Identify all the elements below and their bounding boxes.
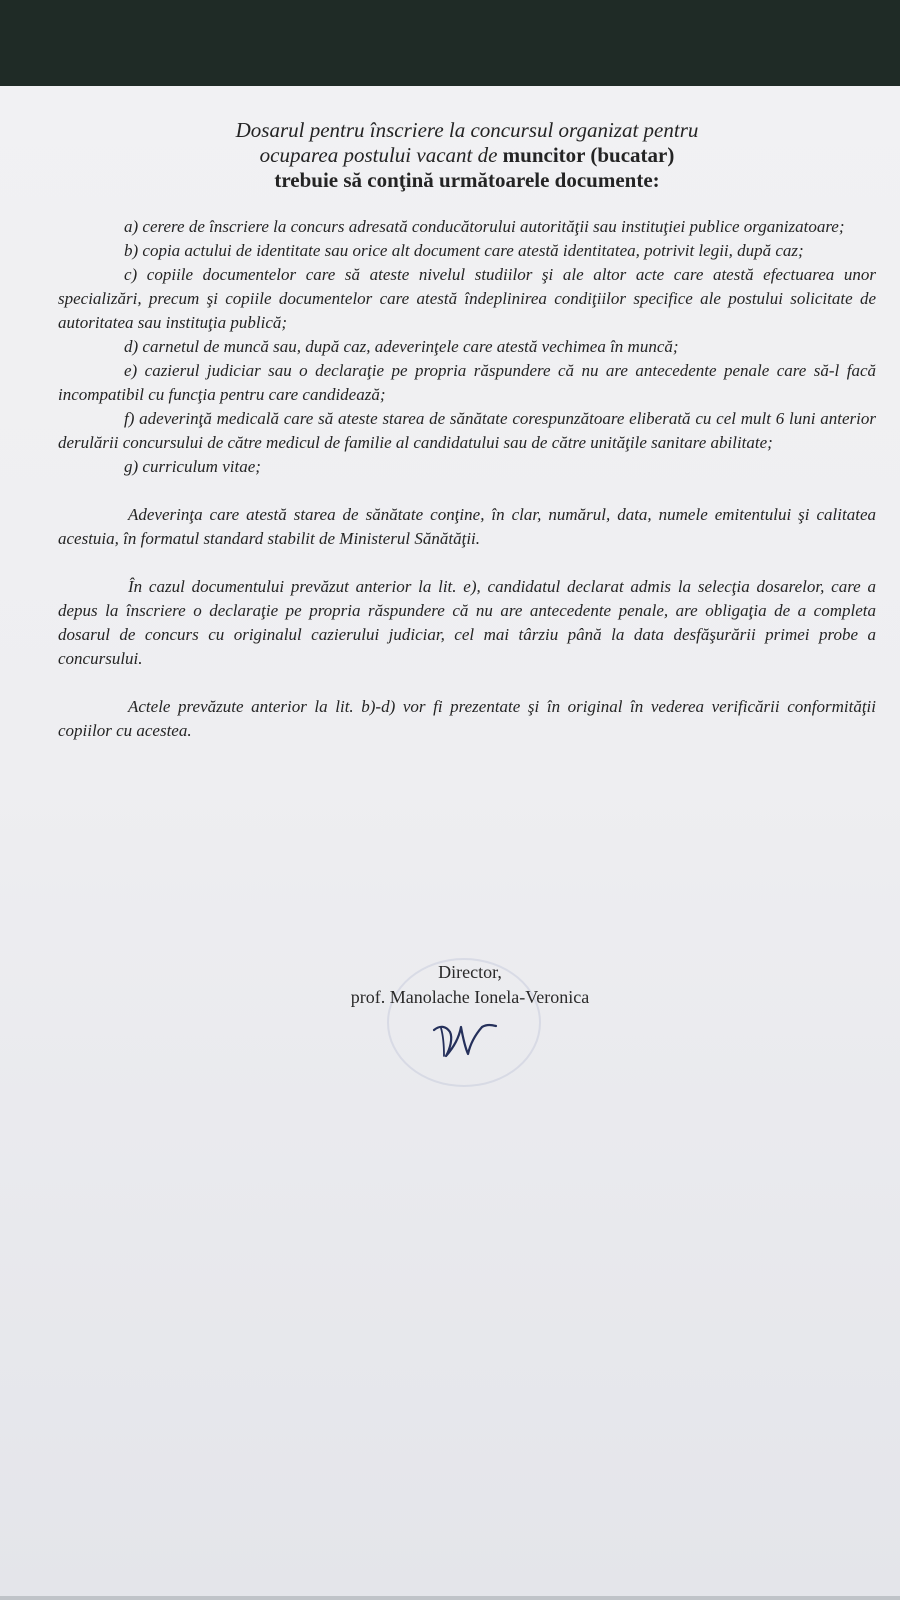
signer-role: Director, xyxy=(438,962,502,982)
list-item-c: c) copiile documentelor care să ateste nivelul studiilor şi ale altor acte care atestă efectuarea unor specializări, precum şi copiile documentelor care atestă îndeplinirea condiţiilor specifice ale postului solicitate de autoritatea sau instituţia publică; xyxy=(58,265,876,332)
medical-certificate-paragraph: Adeverinţa care atestă starea de sănătate conţine, în clar, numărul, data, numele emitentului şi calitatea acestuia, în formatul standard stabilit de Ministerul Sănătăţii. xyxy=(58,505,876,548)
list-item-a: a) cerere de înscriere la concurs adresată conducătorului autorităţii sau instituţiei publice organizatoare; xyxy=(124,217,845,236)
list-item-b: b) copia actului de identitate sau orice alt document care atestă identitatea, potrivit legii, după caz; xyxy=(124,241,804,260)
title-position: muncitor (bucatar) xyxy=(502,143,675,167)
title-line-3: trebuie să conţină următoarele documente: xyxy=(274,168,660,192)
document-content xyxy=(58,118,876,743)
list-item-g: g) curriculum vitae; xyxy=(124,457,261,476)
handwritten-signature-icon xyxy=(430,1018,498,1062)
title-line-2-prefix: ocuparea postului vacant de xyxy=(259,143,503,167)
title-line-2 xyxy=(58,143,876,168)
list-item-f: f) adeverinţă medicală care să ateste starea de sănătate corespunzătoare eliberată cu cel mult 6 luni anterior derulării concursului de către medicul de familie al candidatului sau de către unităţile sanitare abilitate; xyxy=(58,409,876,452)
list-item-e: e) cazierul judiciar sau o declaraţie pe propria răspundere că nu are antecedente penale care să-l facă incompatibil cu funcţia pentru care candidează; xyxy=(58,361,876,404)
list-item-d: d) carnetul de muncă sau, după caz, adeverinţele care atestă vechimea în muncă; xyxy=(124,337,679,356)
criminal-record-paragraph: În cazul documentului prevăzut anterior la lit. e), candidatul declarat admis la selecţia dosarelor, care a depus la înscriere o declaraţie pe propria răspundere că nu are antecedente penale, are obligaţia de a completa dosarul de concurs cu originalul cazierului judiciar, cel mai târziu până la data desfăşurării primei probe a concursului. xyxy=(58,577,876,668)
document-list xyxy=(58,215,876,479)
signature-block xyxy=(300,960,640,1010)
document-title xyxy=(58,118,876,193)
title-line-1: Dosarul pentru înscriere la concursul organizat pentru xyxy=(235,118,699,142)
original-documents-paragraph: Actele prevăzute anterior la lit. b)-d) vor fi prezentate şi în original în vederea verificării conformităţii copiilor cu acestea. xyxy=(58,697,876,740)
signer-name: prof. Manolache Ionela-Veronica xyxy=(350,987,590,1007)
paper-bottom-edge xyxy=(0,1596,900,1600)
